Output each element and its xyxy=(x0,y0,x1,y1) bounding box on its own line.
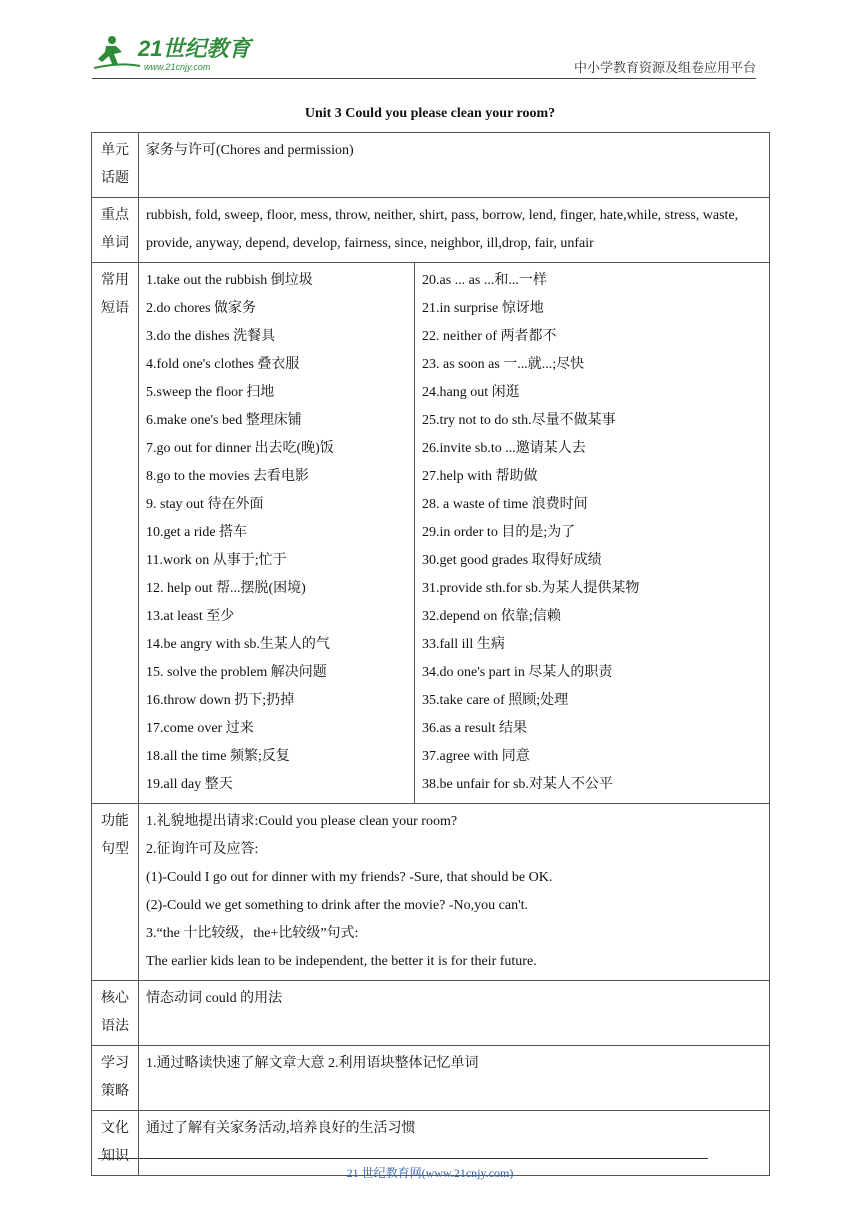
phrase-item: 16.throw down 扔下;扔掉 xyxy=(146,693,295,708)
grammar-content: 情态动词 could 的用法 xyxy=(139,981,770,1046)
phrase-item: 24.hang out 闲逛 xyxy=(422,385,520,400)
row-label: 核心 语法 xyxy=(92,981,139,1046)
phrase-item: 35.take care of 照顾;处理 xyxy=(422,693,569,708)
platform-name: 中小学教育资源及组卷应用平台 xyxy=(573,60,756,75)
phrase-item: 20.as ... as ...和...一样 xyxy=(422,273,547,288)
phrase-item: 36.as a result 结果 xyxy=(422,721,527,736)
row-label: 学习 策略 xyxy=(92,1046,139,1111)
sentence-line: The earlier kids lean to be independent, the better it is for their future. xyxy=(146,954,537,969)
row-grammar xyxy=(92,981,770,1046)
phrase-item: 33.fall ill 生病 xyxy=(422,637,505,652)
phrase-item: 19.all day 整天 xyxy=(146,777,233,792)
phrase-item: 25.try not to do sth.尽量不做某事 xyxy=(422,413,616,428)
phrase-item: 4.fold one's clothes 叠衣服 xyxy=(146,357,300,372)
phrase-item: 11.work on 从事于;忙于 xyxy=(146,553,287,568)
row-phrases xyxy=(92,263,770,804)
phrase-item: 8.go to the movies 去看电影 xyxy=(146,469,309,484)
unit-summary-table xyxy=(91,132,770,1176)
topic-content: 家务与许可(Chores and permission) xyxy=(139,133,770,198)
phrase-item: 28. a waste of time 浪费时间 xyxy=(422,497,588,512)
sentence-line: (2)-Could we get something to drink after the movie? -No,you can't. xyxy=(146,898,528,913)
svg-text:21世纪教育: 21世纪教育 xyxy=(138,36,251,61)
sentence-line: 3.“the 十比较级，the+比较级”句式: xyxy=(146,926,359,941)
phrase-item: 26.invite sb.to ...邀请某人去 xyxy=(422,441,586,456)
phrase-item: 7.go out for dinner 出去吃(晚)饭 xyxy=(146,441,334,456)
phrase-item: 1.take out the rubbish 倒垃圾 xyxy=(146,273,313,288)
phrase-item: 12. help out 帮...摆脱(困境) xyxy=(146,581,306,596)
phrase-item: 30.get good grades 取得好成绩 xyxy=(422,553,602,568)
site-logo xyxy=(92,32,262,76)
phrase-item: 34.do one's part in 尽某人的职责 xyxy=(422,665,613,680)
row-strategy xyxy=(92,1046,770,1111)
svg-text:www.21cnjy.com: www.21cnjy.com xyxy=(144,62,211,72)
phrase-item: 3.do the dishes 洗餐具 xyxy=(146,329,276,344)
phrase-item: 5.sweep the floor 扫地 xyxy=(146,385,275,400)
row-vocab xyxy=(92,198,770,263)
phrase-item: 9. stay out 待在外面 xyxy=(146,497,264,512)
phrase-item: 15. solve the problem 解决问题 xyxy=(146,665,327,680)
row-function xyxy=(92,804,770,981)
sentence-line: 1.礼貌地提出请求:Could you please clean your room? xyxy=(146,814,458,829)
vocab-content: rubbish, fold, sweep, floor, mess, throw, neither, shirt, pass, borrow, lend, finger, hate,while, stress, waste, provide, anyway, depend, develop, fairness, since, neighbor, ill,drop, fair, unfair xyxy=(139,198,770,263)
row-label: 功能 句型 xyxy=(92,804,139,981)
row-topic xyxy=(92,133,770,198)
phrase-item: 37.agree with 同意 xyxy=(422,749,530,764)
phrase-item: 27.help with 帮助做 xyxy=(422,469,538,484)
document-title: Unit 3 Could you please clean your room? xyxy=(304,106,556,121)
phrase-item: 21.in surprise 惊讶地 xyxy=(422,301,544,316)
phrase-item: 31.provide sth.for sb.为某人提供某物 xyxy=(422,581,640,596)
phrase-item: 18.all the time 频繁;反复 xyxy=(146,749,290,764)
row-label: 常用 短语 xyxy=(92,263,139,804)
phrase-item: 6.make one's bed 整理床铺 xyxy=(146,413,302,428)
phrase-item: 17.come over 过来 xyxy=(146,721,254,736)
row-label: 单元 话题 xyxy=(92,133,139,198)
row-label: 文化 知识 xyxy=(92,1111,139,1176)
phrase-item: 22. neither of 两者都不 xyxy=(422,329,557,344)
sentence-line: 2.征询许可及应答: xyxy=(146,842,259,857)
phrase-item: 32.depend on 依靠;信赖 xyxy=(422,609,561,624)
phrases-right-column xyxy=(415,263,770,804)
phrase-item: 38.be unfair for sb.对某人不公平 xyxy=(422,777,613,792)
phrase-item: 29.in order to 目的是;为了 xyxy=(422,525,576,540)
function-content xyxy=(139,804,770,981)
page-header xyxy=(92,30,756,78)
header-divider xyxy=(92,78,756,79)
phrase-item: 14.be angry with sb.生某人的气 xyxy=(146,637,330,652)
footer-text: 21 世纪教育网(www.21cnjy.com) xyxy=(346,1166,514,1180)
phrases-left-column xyxy=(139,263,415,804)
culture-content: 通过了解有关家务活动,培养良好的生活习惯 xyxy=(139,1111,770,1176)
sentence-line: (1)-Could I go out for dinner with my friends? -Sure, that should be OK. xyxy=(146,870,553,885)
phrase-item: 23. as soon as 一...就...;尽快 xyxy=(422,357,585,372)
phrase-item: 13.at least 至少 xyxy=(146,609,235,624)
row-label: 重点 单词 xyxy=(92,198,139,263)
phrase-item: 2.do chores 做家务 xyxy=(146,301,257,316)
phrase-item: 10.get a ride 搭车 xyxy=(146,525,248,540)
runner-icon xyxy=(94,36,140,68)
strategy-content: 1.通过略读快速了解文章大意 2.利用语块整体记忆单词 xyxy=(139,1046,770,1111)
footer-divider xyxy=(98,1158,708,1159)
